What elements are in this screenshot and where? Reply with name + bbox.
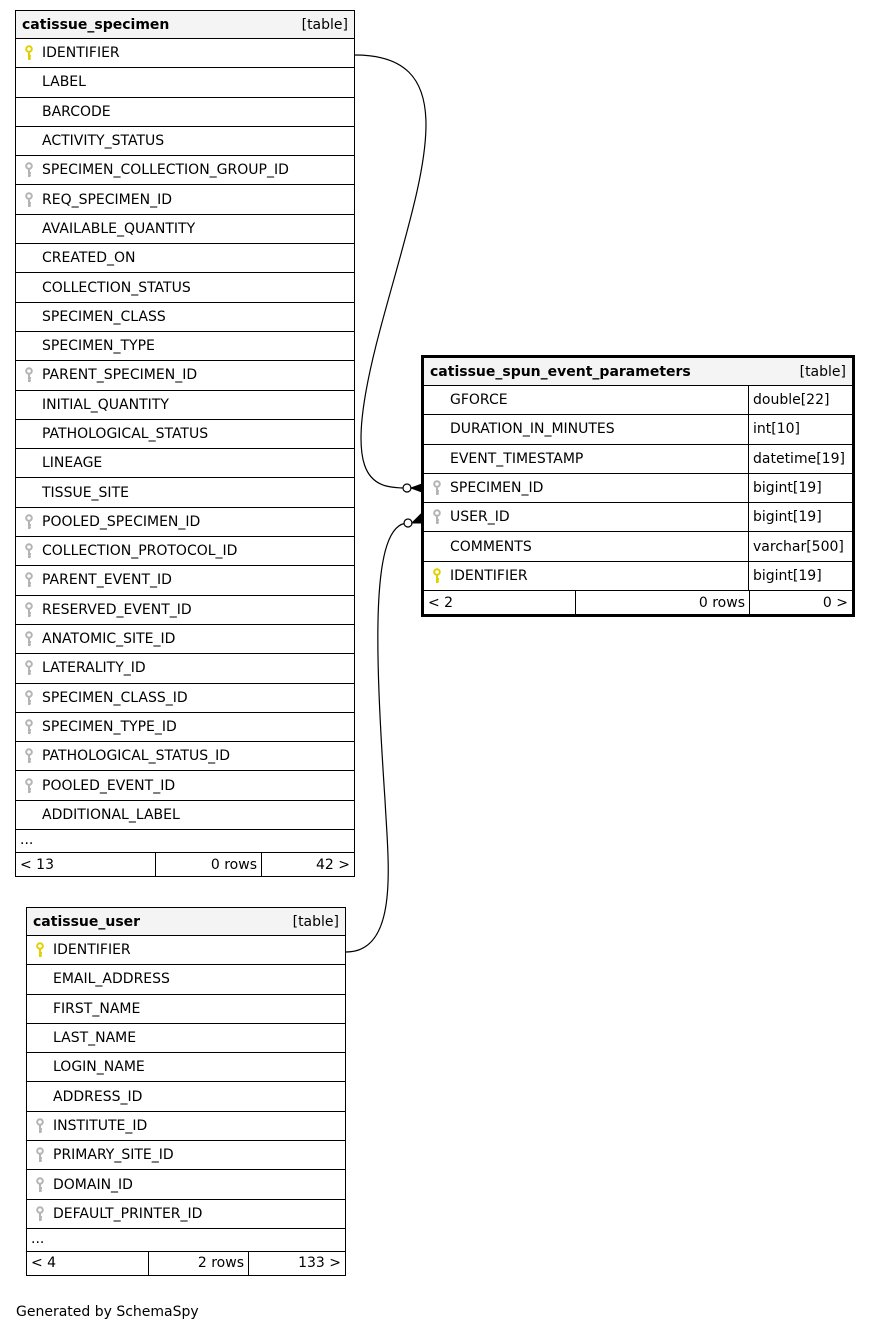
foreign-key-icon — [27, 1206, 53, 1222]
table-row[interactable] — [16, 596, 354, 625]
table-row[interactable] — [16, 98, 354, 127]
table-row[interactable] — [16, 420, 354, 449]
table-catissue-spun-event-parameters[interactable] — [421, 355, 855, 617]
table-row[interactable] — [16, 713, 354, 742]
foreign-key-icon — [16, 192, 42, 208]
foreign-key-icon — [16, 631, 42, 647]
column-name: INITIAL_QUANTITY — [42, 396, 169, 413]
table-footer — [424, 591, 852, 614]
link-specimen-to-spun — [355, 55, 426, 488]
table-row[interactable] — [16, 332, 354, 361]
column-name: PARENT_EVENT_ID — [42, 572, 172, 589]
foreign-key-icon — [16, 748, 42, 764]
column-name: COMMENTS — [450, 538, 532, 555]
column-name: LOGIN_NAME — [53, 1059, 145, 1076]
column-name: AVAILABLE_QUANTITY — [42, 220, 196, 237]
column-name: PRIMARY_SITE_ID — [53, 1147, 174, 1164]
table-row[interactable] — [16, 244, 354, 273]
column-name: IDENTIFIER — [42, 45, 120, 62]
foreign-key-icon — [424, 480, 450, 496]
column-name: EMAIL_ADDRESS — [53, 971, 170, 988]
table-row[interactable] — [16, 684, 354, 713]
column-list — [16, 39, 354, 830]
table-kind: [table] — [292, 913, 339, 930]
row-count: 2 rows — [149, 1252, 249, 1275]
generated-by-credit: Generated by SchemaSpy — [16, 1304, 199, 1320]
column-name: POOLED_EVENT_ID — [42, 777, 176, 794]
foreign-key-icon — [16, 778, 42, 794]
table-row[interactable] — [16, 566, 354, 595]
foreign-key-icon — [16, 514, 42, 530]
table-row[interactable] — [27, 936, 345, 965]
column-type: varchar[500] — [748, 532, 852, 560]
table-row[interactable] — [16, 654, 354, 683]
table-name[interactable]: catissue_specimen — [22, 16, 170, 33]
foreign-key-icon — [27, 1177, 53, 1193]
table-row[interactable] — [424, 562, 852, 591]
table-row[interactable] — [424, 474, 852, 503]
table-row[interactable] — [16, 771, 354, 800]
table-catissue-user[interactable] — [26, 907, 346, 1276]
column-name: SPECIMEN_COLLECTION_GROUP_ID — [42, 162, 289, 179]
column-name: SPECIMEN_CLASS — [42, 308, 166, 325]
column-name: SPECIMEN_CLASS_ID — [42, 689, 188, 706]
table-name[interactable]: catissue_user — [33, 913, 141, 930]
table-row[interactable] — [16, 156, 354, 185]
table-row[interactable] — [16, 801, 354, 830]
foreign-key-icon — [16, 367, 42, 383]
column-name: LINEAGE — [42, 455, 103, 472]
foreign-key-icon — [16, 719, 42, 735]
column-name: SPECIMEN_ID — [450, 480, 544, 497]
table-kind: [table] — [301, 16, 348, 33]
table-row[interactable] — [27, 1053, 345, 1082]
column-name: COLLECTION_STATUS — [42, 279, 191, 296]
children-count[interactable]: 42 > — [316, 856, 350, 873]
table-row[interactable] — [27, 1200, 345, 1229]
table-row[interactable] — [16, 478, 354, 507]
table-row[interactable] — [16, 185, 354, 214]
children-count[interactable]: 0 > — [822, 594, 848, 611]
foreign-key-icon — [16, 660, 42, 676]
column-name: DOMAIN_ID — [53, 1176, 133, 1193]
column-name: USER_ID — [450, 509, 510, 526]
column-name: TISSUE_SITE — [42, 484, 129, 501]
primary-key-icon — [424, 568, 450, 584]
table-row[interactable] — [424, 445, 852, 474]
table-row[interactable] — [16, 742, 354, 771]
table-header — [424, 358, 852, 386]
column-list — [424, 386, 852, 591]
table-row[interactable] — [16, 273, 354, 302]
parents-count[interactable]: < 4 — [27, 1252, 149, 1275]
parents-count[interactable]: < 13 — [16, 853, 156, 876]
table-footer — [27, 1252, 345, 1275]
column-name: LAST_NAME — [53, 1030, 137, 1047]
column-name: ADDITIONAL_LABEL — [42, 806, 180, 823]
table-row[interactable] — [16, 537, 354, 566]
column-name: RESERVED_EVENT_ID — [42, 601, 192, 618]
table-header — [27, 908, 345, 936]
column-name: SPECIMEN_TYPE_ID — [42, 718, 177, 735]
column-name: PATHOLOGICAL_STATUS_ID — [42, 748, 231, 765]
foreign-key-icon — [16, 572, 42, 588]
column-name: DEFAULT_PRINTER_ID — [53, 1205, 203, 1222]
table-header — [16, 11, 354, 39]
column-name: DURATION_IN_MINUTES — [450, 421, 615, 438]
column-name: REQ_SPECIMEN_ID — [42, 191, 172, 208]
column-name: PARENT_SPECIMEN_ID — [42, 367, 198, 384]
table-row[interactable] — [16, 39, 354, 68]
foreign-key-icon — [16, 602, 42, 618]
column-name: ACTIVITY_STATUS — [42, 133, 165, 150]
column-name: ANATOMIC_SITE_ID — [42, 631, 176, 648]
table-row[interactable] — [27, 1082, 345, 1111]
children-count[interactable]: 133 > — [298, 1255, 341, 1272]
foreign-key-icon — [27, 1118, 53, 1134]
foreign-key-icon — [424, 509, 450, 525]
link-user-to-spun — [346, 523, 408, 952]
table-row[interactable] — [16, 303, 354, 332]
more-columns[interactable]: ... — [27, 1229, 345, 1252]
table-footer — [16, 853, 354, 876]
column-name: EVENT_TIMESTAMP — [450, 450, 584, 467]
foreign-key-icon — [27, 1147, 53, 1163]
parents-count[interactable]: < 2 — [424, 591, 576, 614]
table-name[interactable]: catissue_spun_event_parameters — [430, 363, 691, 380]
column-name: PATHOLOGICAL_STATUS — [42, 426, 209, 442]
column-name: LATERALITY_ID — [42, 660, 146, 677]
table-row[interactable] — [16, 361, 354, 390]
table-row[interactable] — [27, 965, 345, 994]
table-row[interactable] — [27, 1170, 345, 1199]
table-row[interactable] — [27, 1141, 345, 1170]
table-row[interactable] — [16, 391, 354, 420]
table-row[interactable] — [27, 995, 345, 1024]
table-row[interactable] — [16, 68, 354, 97]
table-row[interactable] — [424, 503, 852, 532]
column-type: bigint[19] — [748, 503, 852, 531]
column-name: CREATED_ON — [42, 250, 136, 267]
foreign-key-icon — [16, 690, 42, 706]
table-kind: [table] — [799, 363, 846, 380]
row-count: 0 rows — [156, 853, 262, 876]
primary-key-icon — [16, 45, 42, 61]
column-name: IDENTIFIER — [450, 567, 528, 584]
table-row[interactable] — [16, 215, 354, 244]
table-row[interactable] — [27, 1024, 345, 1053]
column-name: SPECIMEN_TYPE — [42, 338, 155, 355]
link-user-optional-marker — [404, 519, 412, 527]
column-type: int[10] — [748, 415, 852, 443]
primary-key-icon — [27, 942, 53, 958]
foreign-key-icon — [16, 162, 42, 178]
foreign-key-icon — [16, 543, 42, 559]
column-type: bigint[19] — [748, 562, 852, 590]
column-name: IDENTIFIER — [53, 942, 131, 959]
row-count: 0 rows — [576, 591, 750, 614]
column-name: INSTITUTE_ID — [53, 1117, 148, 1134]
table-row[interactable] — [16, 625, 354, 654]
column-type: bigint[19] — [748, 474, 852, 502]
column-name: LABEL — [42, 74, 86, 91]
table-row[interactable] — [16, 127, 354, 156]
column-name: BARCODE — [42, 103, 111, 120]
more-columns[interactable]: ... — [16, 830, 354, 853]
table-row[interactable] — [16, 449, 354, 478]
table-row[interactable] — [27, 1112, 345, 1141]
table-row[interactable] — [424, 532, 852, 561]
column-name: FIRST_NAME — [53, 1000, 141, 1017]
table-row[interactable] — [424, 415, 852, 444]
column-name: COLLECTION_PROTOCOL_ID — [42, 543, 238, 560]
table-row[interactable] — [424, 386, 852, 415]
column-type: datetime[19] — [748, 445, 852, 473]
column-name: GFORCE — [450, 392, 508, 409]
column-list — [27, 936, 345, 1229]
column-type: double[22] — [748, 386, 852, 414]
table-catissue-specimen[interactable] — [15, 10, 355, 877]
column-name: ADDRESS_ID — [53, 1088, 143, 1105]
column-name: POOLED_SPECIMEN_ID — [42, 513, 201, 530]
table-row[interactable] — [16, 508, 354, 537]
